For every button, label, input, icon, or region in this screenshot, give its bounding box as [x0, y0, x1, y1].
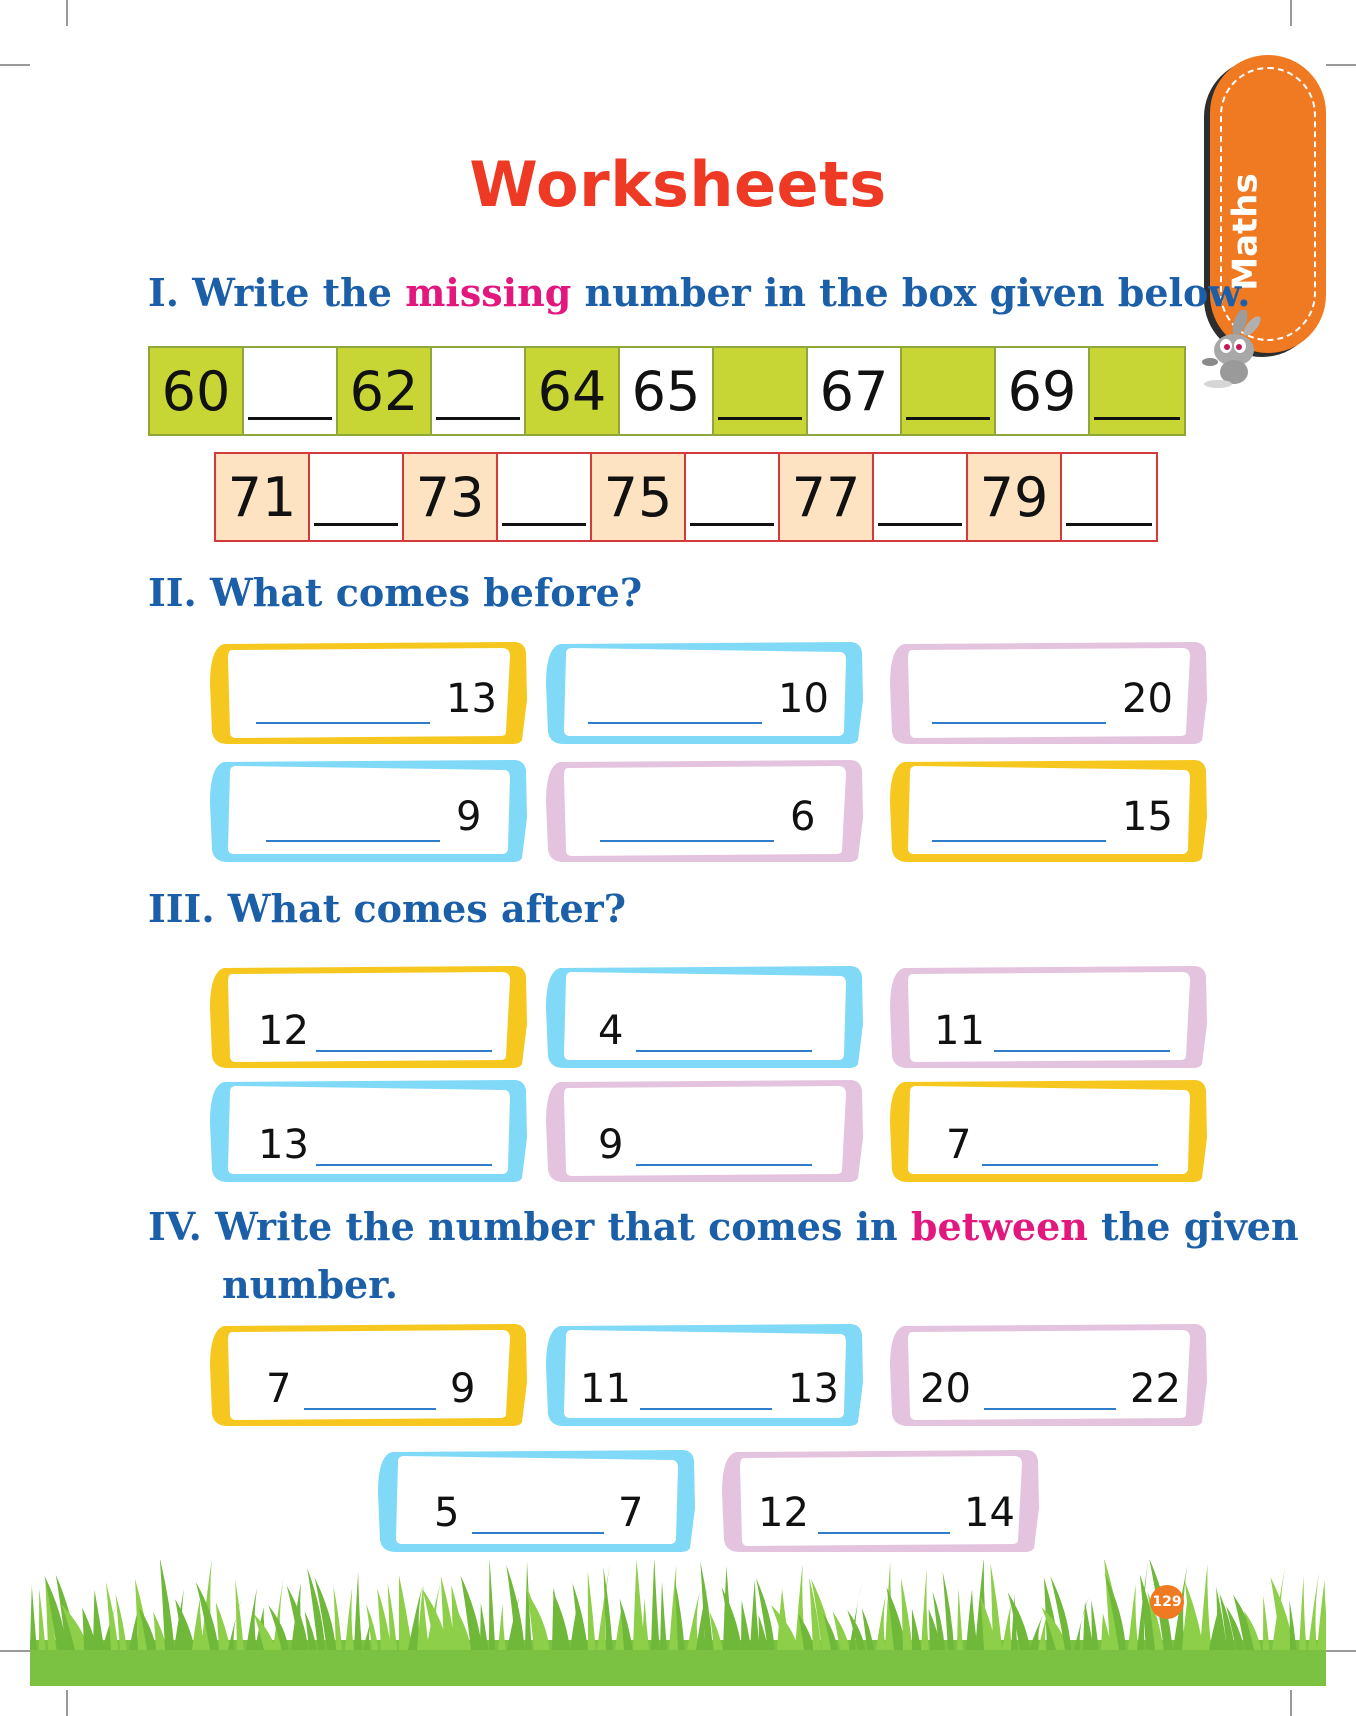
strip-cell-blank[interactable] [498, 454, 592, 540]
strip-cell [620, 348, 714, 434]
right-number: 22 [1130, 1366, 1181, 1412]
grass-blade [93, 1590, 104, 1650]
crop-mark [66, 1690, 68, 1716]
given-number: 4 [598, 1008, 624, 1054]
grass-blade [345, 1588, 354, 1650]
grass-blade [660, 1582, 667, 1650]
grass-blade [921, 1568, 929, 1650]
answer-line [932, 722, 1106, 724]
after-card[interactable] [210, 964, 528, 1070]
section-4-heading [148, 1204, 1299, 1249]
grass-decoration [30, 1560, 1326, 1686]
left-number: 12 [758, 1490, 809, 1536]
given-number: 12 [258, 1008, 309, 1054]
answer-line [304, 1408, 436, 1410]
left-number: 5 [434, 1490, 460, 1536]
answer-line [472, 1532, 604, 1534]
answer-line [984, 1408, 1116, 1410]
grass-blade [489, 1560, 495, 1650]
section-4-heading-pre: IV. Write the number that comes in [148, 1204, 911, 1249]
grass-blade [588, 1571, 596, 1650]
grass-blade [957, 1588, 963, 1650]
answer-line [982, 1164, 1158, 1166]
grass-blade [876, 1596, 886, 1650]
cell-number: 79 [979, 465, 1049, 529]
right-number: 9 [450, 1366, 476, 1412]
grass-blade [1308, 1572, 1319, 1650]
section-1-heading [148, 270, 1250, 315]
between-card[interactable] [890, 1322, 1208, 1428]
crop-mark [0, 1650, 30, 1652]
grass-blade [1002, 1605, 1013, 1650]
answer-line [636, 1164, 812, 1166]
cell-number: 67 [819, 359, 889, 423]
after-card[interactable] [546, 1078, 864, 1184]
answer-line [1066, 523, 1152, 526]
section-1-highlight: missing [405, 270, 572, 315]
answer-line [994, 1050, 1170, 1052]
cell-number: 62 [349, 359, 419, 423]
answer-line [248, 417, 332, 420]
given-number: 13 [446, 676, 497, 722]
given-number: 20 [1122, 676, 1173, 722]
between-card[interactable] [546, 1322, 864, 1428]
grass-blade [1317, 1580, 1326, 1650]
grass-blade [1289, 1600, 1296, 1650]
cell-number: 65 [631, 359, 701, 423]
crop-mark [0, 64, 30, 66]
crop-mark [1290, 0, 1292, 26]
grass-blade [1128, 1585, 1139, 1650]
answer-line [690, 523, 774, 526]
strip-cell-blank[interactable] [1062, 454, 1156, 540]
right-number: 7 [618, 1490, 644, 1536]
cell-number: 71 [227, 465, 297, 529]
answer-line [636, 1050, 812, 1052]
strip-cell [150, 348, 244, 434]
section-1-heading-pre: I. Write the [148, 270, 406, 315]
grass-blade [642, 1598, 649, 1650]
after-card[interactable] [210, 1078, 528, 1184]
right-number: 14 [964, 1490, 1015, 1536]
crop-mark [1290, 1690, 1292, 1716]
given-number: 7 [946, 1122, 972, 1168]
strip-cell-blank[interactable] [1090, 348, 1184, 434]
between-card[interactable] [722, 1448, 1040, 1554]
grass-blade [1263, 1595, 1270, 1650]
given-number: 13 [258, 1122, 309, 1168]
strip-cell-blank[interactable] [686, 454, 780, 540]
answer-line [906, 417, 990, 420]
given-number: 11 [934, 1008, 985, 1054]
left-number: 7 [266, 1366, 292, 1412]
answer-line [266, 840, 440, 842]
cell-number: 77 [791, 465, 861, 529]
section-4-highlight: between [910, 1204, 1088, 1249]
answer-line [878, 523, 962, 526]
grass-blade [498, 1604, 506, 1650]
strip-cell [216, 454, 310, 540]
strip-cell [808, 348, 902, 434]
answer-line [502, 523, 586, 526]
cell-number: 73 [415, 465, 485, 529]
section-4-heading-line2: number. [222, 1262, 398, 1307]
between-card[interactable] [210, 1322, 528, 1428]
answer-line [436, 417, 520, 420]
before-card[interactable] [890, 640, 1208, 746]
grass-blade [480, 1603, 489, 1650]
rabbit-mascot-icon [1196, 310, 1276, 392]
answer-line [600, 840, 774, 842]
strip-cell-blank[interactable] [244, 348, 338, 434]
grass-blade [354, 1572, 362, 1650]
crop-mark [66, 0, 68, 26]
left-number: 11 [580, 1366, 631, 1412]
grass-blade [912, 1609, 921, 1650]
answer-line [1094, 417, 1180, 420]
answer-line [932, 840, 1106, 842]
answer-line [256, 722, 430, 724]
crop-mark [1326, 1650, 1356, 1652]
strip-cell [592, 454, 686, 540]
card-frame [546, 964, 864, 1070]
left-number: 20 [920, 1366, 971, 1412]
strip-cell [780, 454, 874, 540]
strip-cell [968, 454, 1062, 540]
grass-blade [235, 1580, 243, 1650]
cell-number: 69 [1007, 359, 1077, 423]
before-card[interactable] [546, 640, 864, 746]
section-3-heading: III. What comes after? [148, 886, 626, 931]
section-1-heading-post: number in the box given below. [571, 270, 1251, 315]
page-number: 129 [1150, 1585, 1184, 1619]
grass-blade [1091, 1600, 1099, 1650]
before-card[interactable] [210, 758, 528, 864]
card-frame [210, 1322, 528, 1428]
strip-cell-blank[interactable] [432, 348, 526, 434]
answer-line [316, 1050, 492, 1052]
grass-blade [1200, 1565, 1211, 1650]
after-card[interactable] [890, 1078, 1208, 1184]
strip-cell [996, 348, 1090, 434]
grass-blade [750, 1580, 760, 1650]
grass-blade [39, 1588, 46, 1650]
grass-blade [943, 1572, 955, 1650]
cell-number: 64 [537, 359, 607, 423]
given-number: 6 [790, 794, 816, 840]
card-frame [546, 1078, 864, 1184]
right-number: 13 [788, 1366, 839, 1412]
grass-blade [741, 1600, 752, 1650]
strip-cell [526, 348, 620, 434]
strip-cell-blank[interactable] [714, 348, 808, 434]
section-2-heading: II. What comes before? [148, 570, 643, 615]
subject-tab-label: Maths [1226, 173, 1267, 291]
number-strip-1 [148, 346, 1186, 436]
grass-blade [417, 1585, 429, 1650]
grass-blade [506, 1565, 524, 1650]
grass-blade [30, 1586, 37, 1650]
crop-mark [1326, 64, 1356, 66]
answer-line [314, 523, 398, 526]
cell-number: 75 [603, 465, 673, 529]
card-frame [890, 1078, 1208, 1184]
between-card[interactable] [378, 1448, 696, 1554]
given-number: 9 [456, 794, 482, 840]
grass-blade [651, 1560, 660, 1650]
strip-cell-blank[interactable] [310, 454, 404, 540]
before-card[interactable] [210, 640, 528, 746]
grass-blade [1299, 1577, 1307, 1650]
section-4-heading-post: the given [1087, 1204, 1299, 1249]
strip-cell-blank[interactable] [902, 348, 996, 434]
answer-line [588, 722, 762, 724]
card-frame [378, 1448, 696, 1554]
page-title: Worksheets [469, 148, 887, 221]
strip-cell [404, 454, 498, 540]
given-number: 9 [598, 1122, 624, 1168]
strip-cell [338, 348, 432, 434]
cell-number: 60 [161, 359, 231, 423]
given-number: 15 [1122, 794, 1173, 840]
answer-line [718, 417, 802, 420]
answer-line [316, 1164, 492, 1166]
after-card[interactable] [890, 964, 1208, 1070]
card-frame [546, 758, 864, 864]
given-number: 10 [778, 676, 829, 722]
strip-cell-blank[interactable] [874, 454, 968, 540]
answer-line [818, 1532, 950, 1534]
before-card[interactable] [546, 758, 864, 864]
before-card[interactable] [890, 758, 1208, 864]
after-card[interactable] [546, 964, 864, 1070]
number-strip-2 [214, 452, 1158, 542]
answer-line [640, 1408, 772, 1410]
